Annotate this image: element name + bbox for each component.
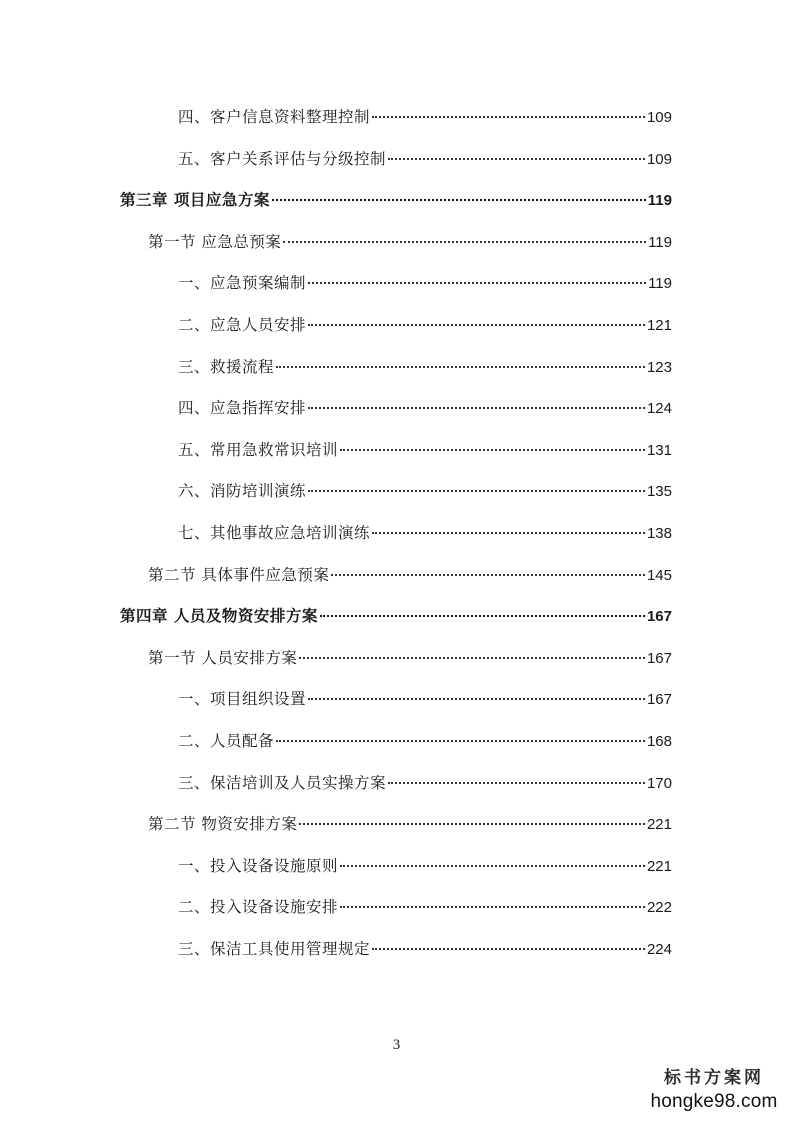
toc-entry-label: 一、投入设备设施原则 bbox=[178, 856, 339, 875]
dot-leader bbox=[340, 906, 645, 908]
toc-entry-label: 第四章 人员及物资安排方案 bbox=[120, 607, 318, 626]
toc-entry-item bbox=[178, 272, 672, 295]
dot-leader bbox=[272, 199, 646, 201]
toc-entry-chapter bbox=[120, 605, 672, 628]
dot-leader bbox=[276, 366, 645, 368]
dot-leader bbox=[372, 116, 645, 118]
dot-leader bbox=[276, 740, 645, 742]
toc-entry-item bbox=[178, 522, 672, 545]
toc-entry-item bbox=[178, 730, 672, 753]
watermark-logo bbox=[649, 1066, 779, 1114]
dot-leader bbox=[320, 615, 645, 617]
toc-entry-page-number: 167 bbox=[646, 649, 672, 667]
toc-entry-label: 二、应急人员安排 bbox=[178, 316, 307, 334]
dot-leader bbox=[308, 490, 645, 492]
toc-entry-page-number: 131 bbox=[646, 441, 672, 459]
toc-entry-page-number: 109 bbox=[646, 109, 672, 126]
toc-entry-label: 三、保洁工具使用管理规定 bbox=[178, 940, 371, 958]
toc-entry-item bbox=[178, 439, 672, 462]
toc-entry-label: 三、保洁培训及人员实操方案 bbox=[178, 773, 387, 792]
dot-leader bbox=[388, 158, 645, 160]
dot-leader bbox=[388, 782, 645, 784]
toc-entry-label: 第一节 人员安排方案 bbox=[148, 648, 298, 667]
toc-entry-page-number: 124 bbox=[646, 400, 672, 418]
watermark-name: 标书方案网 bbox=[664, 1068, 764, 1088]
toc-entry-item bbox=[178, 855, 672, 878]
toc-entry-label: 第一节 应急总预案 bbox=[148, 232, 282, 251]
dot-leader bbox=[308, 698, 645, 700]
dot-leader bbox=[308, 282, 646, 284]
toc-entry-page-number: 221 bbox=[646, 857, 672, 875]
toc-entry-section bbox=[148, 564, 672, 587]
toc-entry-page-number: 221 bbox=[646, 816, 672, 834]
toc-entry-label: 一、应急预案编制 bbox=[178, 274, 307, 293]
toc-entry-label: 第二节 物资安排方案 bbox=[148, 815, 298, 834]
toc-entry-label: 一、项目组织设置 bbox=[178, 690, 307, 709]
toc-entry-page-number: 119 bbox=[648, 275, 672, 293]
toc-entry-label: 七、其他事故应急培训演练 bbox=[178, 524, 371, 542]
toc-entry-label: 三、救援流程 bbox=[178, 357, 275, 376]
toc-entry-item bbox=[178, 688, 672, 711]
toc-entry-label: 第二节 具体事件应急预案 bbox=[148, 565, 330, 584]
toc-entry-item bbox=[178, 106, 672, 129]
toc-entry-item bbox=[178, 148, 672, 171]
dot-leader bbox=[299, 823, 645, 825]
toc-entry-page-number: 145 bbox=[646, 566, 672, 584]
toc-entry-page-number: 167 bbox=[646, 608, 672, 626]
toc-entry-page-number: 121 bbox=[646, 317, 672, 334]
toc-entry-page-number: 119 bbox=[647, 192, 672, 210]
toc-entry-page-number: 138 bbox=[646, 525, 672, 542]
dot-leader bbox=[331, 574, 645, 576]
toc-entry-section bbox=[148, 813, 672, 836]
toc-entry-label: 五、客户关系评估与分级控制 bbox=[178, 149, 387, 168]
toc-entry-item bbox=[178, 397, 672, 420]
toc-entry-page-number: 119 bbox=[648, 233, 672, 251]
toc-entry-chapter bbox=[120, 189, 672, 212]
toc-entry-label: 五、常用急救常识培训 bbox=[178, 440, 339, 459]
toc-entry-item bbox=[178, 772, 672, 795]
dot-leader bbox=[308, 407, 645, 409]
dot-leader bbox=[299, 657, 645, 659]
dot-leader bbox=[372, 532, 645, 534]
dot-leader bbox=[372, 948, 645, 950]
toc-entry-label: 二、人员配备 bbox=[178, 732, 275, 750]
toc-entry-page-number: 167 bbox=[646, 691, 672, 709]
page-number: 3 bbox=[392, 1037, 401, 1053]
dot-leader bbox=[308, 324, 645, 326]
toc-entry-page-number: 123 bbox=[646, 358, 672, 376]
toc-entry-section bbox=[148, 231, 672, 254]
toc-entry-page-number: 224 bbox=[646, 941, 672, 958]
toc-entry-item bbox=[178, 480, 672, 503]
toc-entry-label: 六、消防培训演练 bbox=[178, 482, 307, 501]
toc-entry-section bbox=[148, 647, 672, 670]
toc-entry-label: 二、投入设备设施安排 bbox=[178, 898, 339, 917]
toc-entry-page-number: 109 bbox=[646, 150, 672, 168]
toc-entry-page-number: 222 bbox=[646, 899, 672, 917]
watermark-url: hongke98.com bbox=[650, 1091, 778, 1112]
dot-leader bbox=[283, 241, 646, 243]
toc-entry-label: 四、应急指挥安排 bbox=[178, 399, 307, 418]
toc-entry-page-number: 168 bbox=[646, 733, 672, 750]
toc-entry-item bbox=[178, 356, 672, 379]
toc-entry-label: 四、客户信息资料整理控制 bbox=[178, 108, 371, 126]
toc-entry-item bbox=[178, 938, 672, 961]
dot-leader bbox=[340, 865, 645, 867]
toc-entry-label: 第三章 项目应急方案 bbox=[120, 191, 270, 210]
toc-entry-item bbox=[178, 314, 672, 337]
dot-leader bbox=[340, 449, 645, 451]
toc-entry-page-number: 170 bbox=[646, 774, 672, 792]
toc-entry-item bbox=[178, 896, 672, 919]
toc-entry-page-number: 135 bbox=[646, 483, 672, 501]
